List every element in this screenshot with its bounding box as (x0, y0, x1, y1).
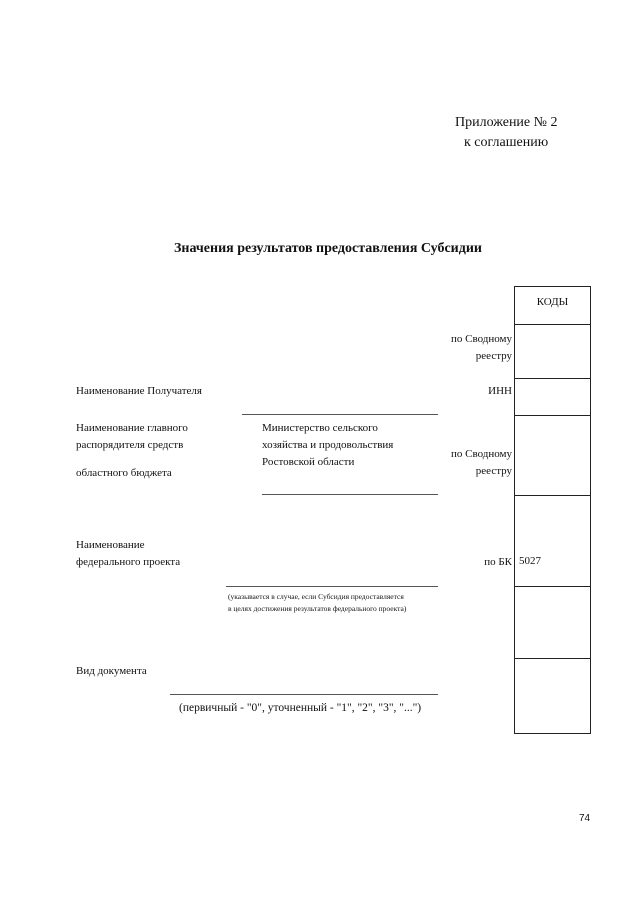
manager-top-line (242, 414, 438, 415)
code-cell-bk (514, 495, 591, 587)
code-cell-svod2 (514, 415, 591, 496)
svod2-label: по Сводному реестру (450, 448, 512, 477)
code-bk-value: 5027 (519, 555, 541, 567)
page-number: 74 (579, 813, 591, 824)
code-cell-inn (514, 378, 591, 416)
project-line (226, 586, 438, 587)
code-cell-blank (514, 586, 591, 659)
page-title: Значения результатов предоставления Субсидии (174, 241, 482, 256)
codes-header-cell (514, 286, 591, 325)
manager-value: Министерство сельского хозяйства и продовольствия Ростовской области (262, 422, 394, 468)
recipient-label: Наименование Получателя (76, 385, 202, 397)
doctype-label: Вид документа (76, 665, 147, 677)
manager-bottom-line (262, 494, 438, 495)
doctype-line (170, 694, 438, 695)
code-cell-doctype (514, 658, 591, 734)
manager-label: Наименование главного распорядителя средств областного бюджета (76, 422, 188, 479)
inn-label: ИНН (488, 385, 512, 397)
appendix-heading (455, 113, 558, 153)
appendix-line1: Приложение № 2 (455, 115, 558, 130)
project-label: Наименование федерального проекта (76, 539, 181, 568)
bk-label: по БК (484, 556, 512, 568)
svod1-label: по Сводному реестру (450, 333, 512, 362)
appendix-line2: к соглашению (464, 135, 549, 150)
project-note: (указывается в случае, если Субсидия предоставляется в целях достижения результатов федерального проекта) (228, 592, 407, 613)
code-cell-svod1 (514, 324, 591, 379)
doctype-note: (первичный - "0", уточненный - "1", "2", "3", "...") (179, 702, 422, 714)
codes-header: КОДЫ (536, 296, 569, 308)
